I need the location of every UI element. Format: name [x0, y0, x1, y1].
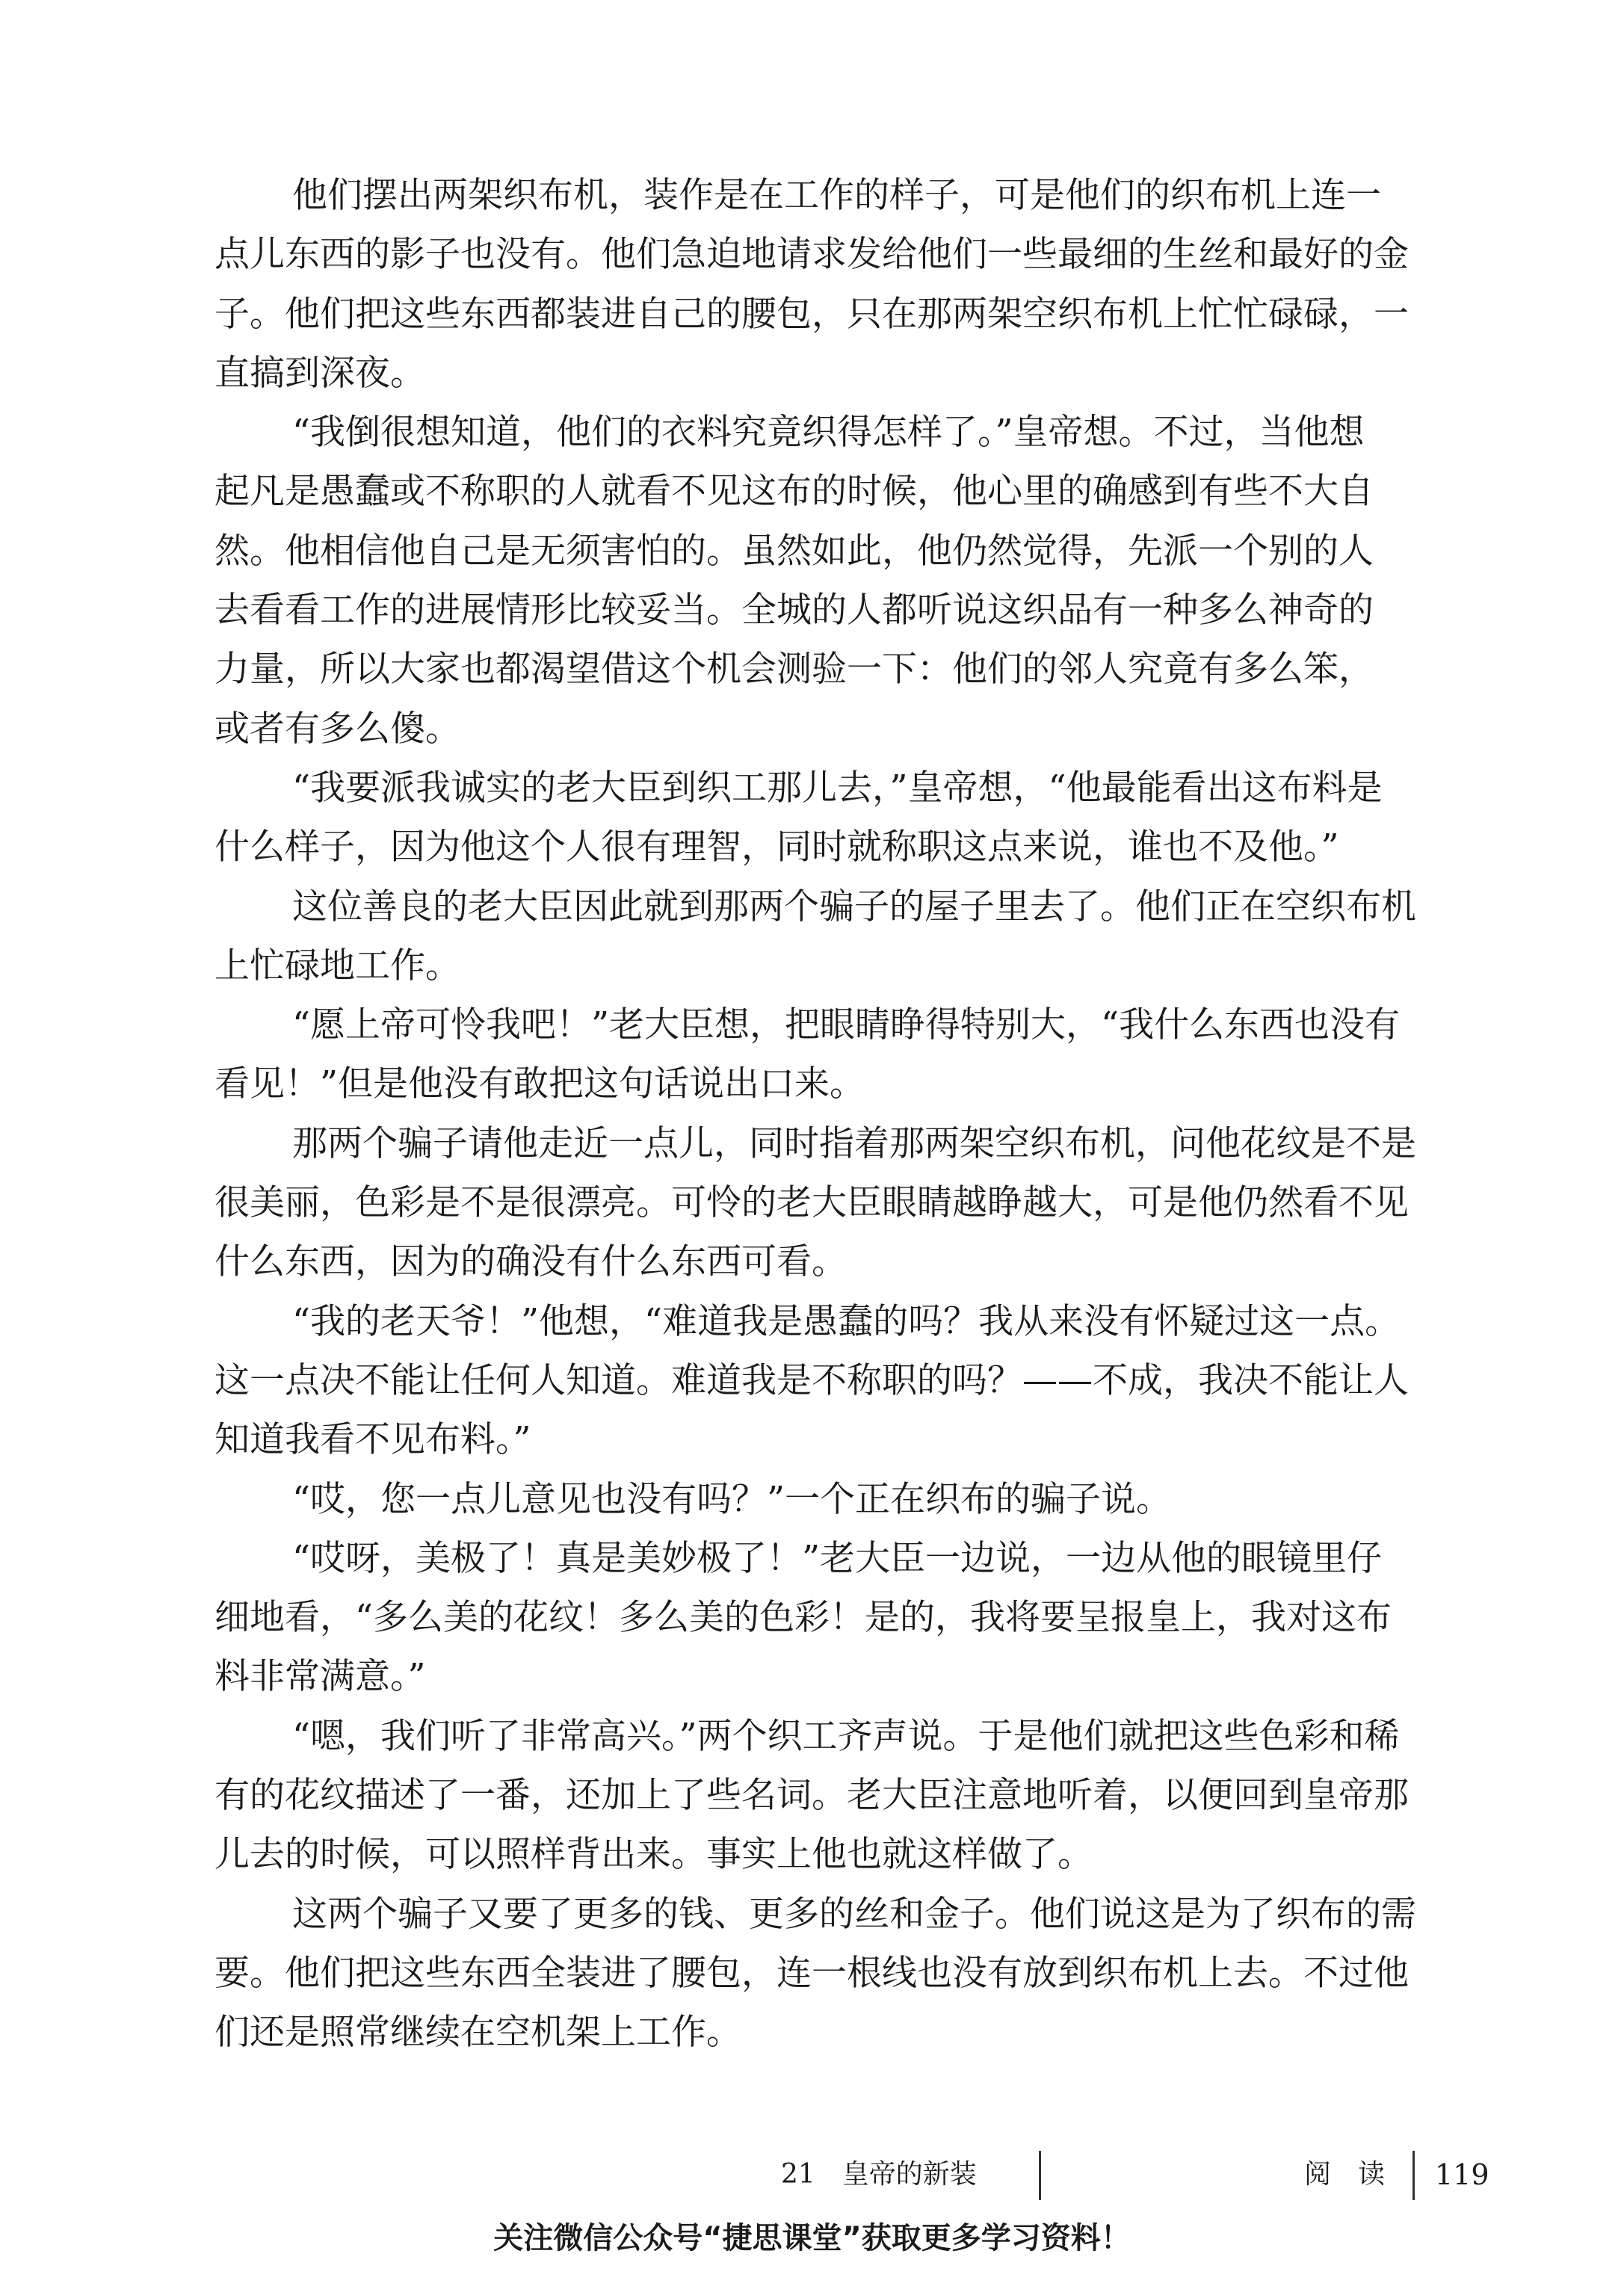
watermark-notice: 关注微信公众号“捷思课堂”获取更多学习资料！	[493, 2221, 1131, 2255]
text-line: “我倒很想知道，他们的衣料究竟织得怎样了。”皇帝想。不过，当他想	[292, 412, 1365, 454]
text-line: “我要派我诚实的老大臣到织工那儿去，”皇帝想，“他最能看出这布料是	[292, 767, 1383, 809]
text-line: 力量，所以大家也都渴望借这个机会测验一下：他们的邻人究竟有多么笨，	[214, 649, 1374, 691]
text-line: 什么东西，因为的确没有什么东西可看。	[214, 1241, 847, 1283]
text-line: 们还是照常继续在空机架上工作。	[214, 2012, 741, 2054]
text-line: 料非常满意。”	[214, 1656, 426, 1698]
text-line: 直搞到深夜。	[214, 352, 425, 394]
text-line: 然。他相信他自己是无须害怕的。虽然如此，他仍然觉得，先派一个别的人	[214, 530, 1374, 572]
text-line: 或者有多么傻。	[214, 708, 460, 750]
text-line: 有的花纹描述了一番，还加上了些名词。老大臣注意地听着，以便回到皇帝那	[214, 1775, 1409, 1817]
footer-divider	[1412, 2151, 1415, 2200]
text-line: 很美丽，色彩是不是很漂亮。可怜的老大臣眼睛越睁越大，可是他仍然看不见	[214, 1182, 1409, 1224]
text-line: 那两个骗子请他走近一点儿，同时指着那两架空织布机，问他花纹是不是	[292, 1122, 1416, 1164]
text-line: 点儿东西的影子也没有。他们急迫地请求发给他们一些最细的生丝和最好的金	[214, 234, 1409, 276]
text-line: 上忙碌地工作。	[214, 945, 460, 986]
text-line: “哎呀，美极了！真是美妙极了！”老大臣一边说，一边从他的眼镜里仔	[292, 1537, 1383, 1579]
text-line: 儿去的时候，可以照样背出来。事实上他也就这样做了。	[214, 1834, 1093, 1876]
footer-divider	[1039, 2151, 1041, 2200]
text-line: 要。他们把这些东西全装进了腰包，连一根线也没有放到织布机上去。不过他	[214, 1952, 1409, 1994]
text-line: 什么样子，因为他这个人很有理智，同时就称职这点来说，谁也不及他。”	[214, 827, 1339, 868]
text-line: 起凡是愚蠢或不称职的人就看不见这布的时候，他心里的确感到有些不大自	[214, 471, 1374, 513]
body-text	[214, 166, 1500, 2063]
text-line: 细地看，“多么美的花纹！多么美的色彩！是的，我将要呈报皇上，我对这布	[214, 1597, 1392, 1639]
text-line: 看见！”但是他没有敢把这句话说出口来。	[214, 1063, 865, 1105]
text-line: “嗯，我们听了非常高兴。”两个织工齐声说。于是他们就把这些色彩和稀	[292, 1715, 1400, 1757]
page-footer	[0, 2145, 1624, 2205]
text-line: 知道我看不见布料。”	[214, 1419, 531, 1461]
text-line: 去看看工作的进展情形比较妥当。全城的人都听说这织品有一种多么神奇的	[214, 590, 1374, 631]
text-line: 这位善良的老大臣因此就到那两个骗子的屋子里去了。他们正在空织布机	[292, 886, 1416, 927]
text-line: “愿上帝可怜我吧！”老大臣想，把眼睛睁得特别大，“我什么东西也没有	[292, 1004, 1401, 1046]
page-number: 119	[1435, 2158, 1489, 2191]
text-line: “我的老天爷！”他想，“难道我是愚蠢的吗？我从来没有怀疑过这一点。	[292, 1300, 1401, 1342]
text-line: 他们摆出两架织布机，装作是在工作的样子，可是他们的织布机上连一	[292, 175, 1381, 216]
text-line: 这一点决不能让任何人知道。难道我是不称职的吗？——不成，我决不能让人	[214, 1359, 1409, 1401]
text-line: 这两个骗子又要了更多的钱、更多的丝和金子。他们说这是为了织布的需	[292, 1893, 1416, 1935]
text-line: 子。他们把这些东西都装进自己的腰包，只在那两架空织布机上忙忙碌碌，一	[214, 293, 1409, 335]
text-line: “哎，您一点儿意见也没有吗？”一个正在织布的骗子说。	[292, 1478, 1172, 1520]
footer-chapter-title: 21 皇帝的新装	[781, 2159, 977, 2190]
footer-section-label: 阅 读	[1304, 2159, 1386, 2190]
